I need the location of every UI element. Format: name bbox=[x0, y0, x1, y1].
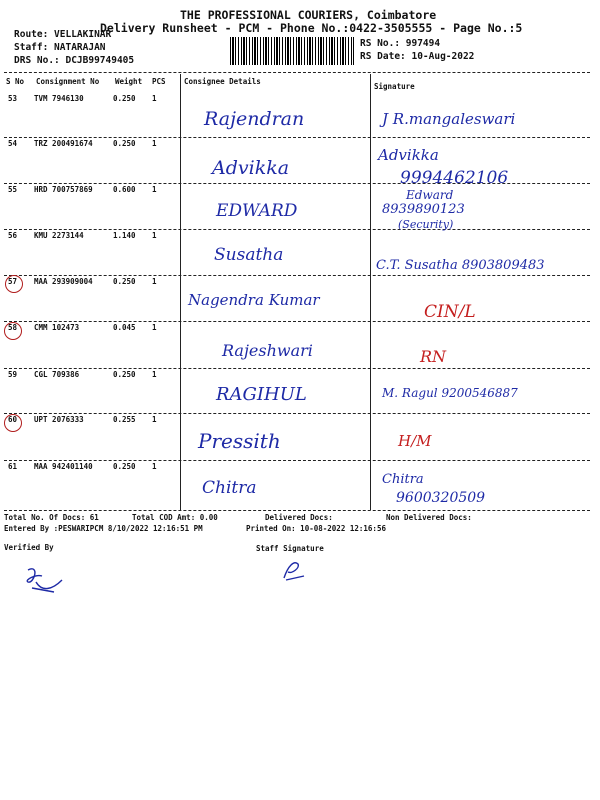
row-consignee-name: EDWARD bbox=[216, 201, 298, 221]
row-consignee-name: RAGIHUL bbox=[216, 384, 307, 405]
route-label: Route: VELLAKINAR bbox=[14, 29, 112, 40]
circle-mark-58 bbox=[4, 322, 22, 340]
row-signature: RN bbox=[420, 347, 447, 366]
col-pcs: PCS bbox=[152, 77, 166, 86]
verifier-signature-mark bbox=[22, 562, 66, 598]
row-divider bbox=[4, 321, 590, 322]
row-pcs: 1 bbox=[152, 139, 157, 148]
row-consignment-no: HRD 700757869 bbox=[34, 185, 93, 194]
row-consignment-no: CMM 102473 bbox=[34, 323, 80, 332]
row-signature: Advikka bbox=[378, 146, 439, 164]
row-divider bbox=[4, 275, 590, 276]
row-pcs: 1 bbox=[152, 185, 157, 194]
total-docs: Total No. Of Docs: 61 bbox=[4, 513, 99, 522]
row-signature: Chitra bbox=[382, 472, 424, 487]
row-sno: 56 bbox=[8, 231, 18, 240]
row-consignment-no: UPT 2076333 bbox=[34, 415, 84, 424]
row-signature: Edward bbox=[406, 188, 454, 202]
col-signature: Signature bbox=[374, 82, 415, 91]
staff-signature-mark bbox=[278, 558, 308, 584]
row-weight: 0.255 bbox=[113, 415, 136, 424]
row-pcs: 1 bbox=[152, 277, 157, 286]
staff-signature-label: Staff Signature bbox=[256, 544, 324, 553]
row-signature: CIN/L bbox=[424, 302, 476, 322]
row-divider bbox=[4, 229, 590, 230]
row-weight: 0.250 bbox=[113, 139, 136, 148]
row-divider bbox=[4, 137, 590, 138]
barcode bbox=[230, 37, 354, 65]
row-divider bbox=[4, 368, 590, 369]
row-consignment-no: CGL 709386 bbox=[34, 370, 80, 379]
row-signature: M. Ragul 9200546887 bbox=[382, 386, 518, 400]
row-pcs: 1 bbox=[152, 323, 157, 332]
row-consignment-no: TRZ 200491674 bbox=[34, 139, 93, 148]
rs-number: RS No.: 997494 bbox=[360, 38, 441, 49]
row-consignee-name: Nagendra Kumar bbox=[188, 291, 320, 309]
row-sno: 53 bbox=[8, 94, 18, 103]
row-sno: 54 bbox=[8, 139, 18, 148]
circle-mark-60 bbox=[4, 414, 22, 432]
row-signature: (Security) bbox=[398, 218, 454, 231]
circle-mark-57 bbox=[5, 275, 23, 293]
row-signature: 9994462106 bbox=[400, 168, 509, 188]
row-consignee-name: Pressith bbox=[198, 429, 281, 453]
row-consignee-name: Chitra bbox=[202, 478, 257, 498]
col-sno: S No bbox=[6, 77, 25, 86]
row-signature: 8939890123 bbox=[382, 202, 465, 217]
staff-label: Staff: NATARAJAN bbox=[14, 42, 106, 53]
row-consignee-name: Advikka bbox=[212, 157, 290, 179]
row-consignment-no: MAA 942401140 bbox=[34, 462, 93, 471]
row-signature: C.T. Susatha 8903809483 bbox=[376, 258, 545, 273]
row-weight: 1.140 bbox=[113, 231, 136, 240]
row-consignee-name: Susatha bbox=[214, 245, 284, 265]
runsheet-title: Delivery Runsheet - PCM - Phone No.:0422-3505555 - Page No.:5 bbox=[100, 21, 523, 35]
rs-date: RS Date: 10-Aug-2022 bbox=[360, 51, 475, 62]
row-consignment-no: KMU 2273144 bbox=[34, 231, 84, 240]
company-title: THE PROFESSIONAL COURIERS, Coimbatore bbox=[180, 8, 437, 22]
delivered-docs: Delivered Docs: bbox=[265, 513, 333, 522]
row-weight: 0.250 bbox=[113, 94, 136, 103]
row-pcs: 1 bbox=[152, 370, 157, 379]
row-weight: 0.600 bbox=[113, 185, 136, 194]
drs-number: DRS No.: DCJB99749405 bbox=[14, 55, 135, 66]
printed-on: Printed On: 10-08-2022 12:16:56 bbox=[246, 524, 386, 533]
col-consignment: Consignment No bbox=[36, 77, 100, 86]
column-divider-signature bbox=[370, 74, 371, 510]
row-weight: 0.250 bbox=[113, 370, 136, 379]
row-sno: 59 bbox=[8, 370, 18, 379]
entered-by: Entered By :PESWARIPCM 8/10/2022 12:16:51 PM bbox=[4, 524, 203, 533]
row-sno: 60 bbox=[8, 415, 18, 424]
footer-rule bbox=[4, 510, 590, 511]
row-consignee-name: Rajeshwari bbox=[222, 341, 313, 360]
row-pcs: 1 bbox=[152, 231, 157, 240]
non-delivered-docs: Non Delivered Docs: bbox=[386, 513, 472, 522]
row-weight: 0.250 bbox=[113, 462, 136, 471]
row-weight: 0.250 bbox=[113, 277, 136, 286]
row-weight: 0.045 bbox=[113, 323, 136, 332]
total-cod: Total COD Amt: 0.00 bbox=[132, 513, 218, 522]
row-signature: H/M bbox=[398, 432, 432, 450]
col-weight: Weight bbox=[115, 77, 143, 86]
row-consignment-no: TVM 7946130 bbox=[34, 94, 84, 103]
row-consignee-name: Rajendran bbox=[204, 108, 305, 130]
row-signature: J R.mangaleswari bbox=[382, 110, 516, 128]
row-sno: 58 bbox=[8, 323, 18, 332]
col-consignee: Consignee Details bbox=[184, 77, 261, 86]
row-pcs: 1 bbox=[152, 462, 157, 471]
row-pcs: 1 bbox=[152, 415, 157, 424]
header-top-rule bbox=[4, 72, 590, 73]
column-divider-consignee bbox=[180, 74, 181, 510]
row-consignment-no: MAA 293909004 bbox=[34, 277, 93, 286]
row-signature: 9600320509 bbox=[396, 490, 486, 506]
verified-by-label: Verified By bbox=[4, 543, 54, 552]
row-divider bbox=[4, 413, 590, 414]
row-sno: 61 bbox=[8, 462, 18, 471]
row-sno: 55 bbox=[8, 185, 18, 194]
row-pcs: 1 bbox=[152, 94, 157, 103]
row-sno: 57 bbox=[8, 277, 18, 286]
row-divider bbox=[4, 460, 590, 461]
